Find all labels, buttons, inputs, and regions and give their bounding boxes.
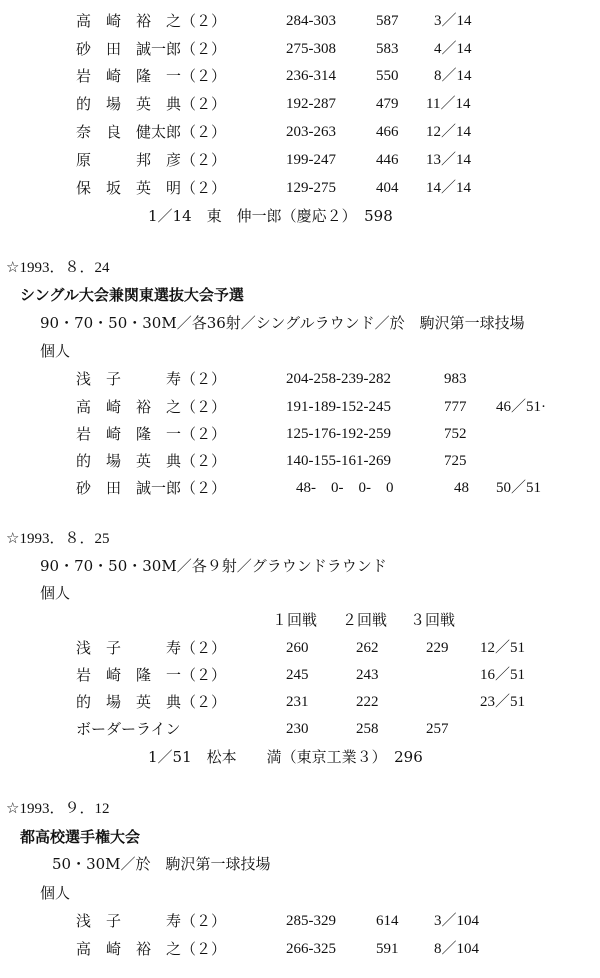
athlete-name: 原 邦 彦（２）: [76, 151, 227, 169]
rank: 12／14: [426, 124, 472, 140]
athlete-name: 的 場 英 典（２）: [76, 452, 227, 470]
total-score: 725: [444, 453, 467, 469]
athlete-name: 岩 崎 隆 一（２）: [76, 67, 227, 85]
borderline-label: ボーダーライン: [76, 720, 181, 738]
rank: 46／51·: [496, 399, 546, 415]
rank: 14／14: [426, 180, 472, 196]
total-score: 752: [444, 426, 467, 442]
section-title: 都高校選手権大会: [20, 828, 141, 846]
round-1-score: 231: [286, 694, 309, 710]
rank: 3／14: [434, 13, 472, 29]
category-label: 個人: [40, 884, 71, 902]
round-scores: 275-308: [286, 41, 336, 57]
round-scores: 129-275: [286, 180, 336, 196]
athlete-name: 高 崎 裕 之（２）: [76, 12, 227, 30]
total-score: 446: [376, 152, 399, 168]
round-scores: 266-325: [286, 941, 336, 957]
round-1-score: 260: [286, 640, 309, 656]
total-score: 591: [376, 941, 399, 957]
round-header-2: ２回戦: [342, 611, 388, 629]
total-score: 479: [376, 96, 399, 112]
category-label: 個人: [40, 584, 71, 602]
athlete-name: 奈 良 健太郎（２）: [76, 123, 227, 141]
athlete-name: 保 坂 英 明（２）: [76, 179, 227, 197]
round-3-score: 229: [426, 640, 449, 656]
total-score: 583: [376, 41, 399, 57]
round-1-score: 245: [286, 667, 309, 683]
rank: 12／51: [480, 640, 526, 656]
rank: 4／14: [434, 41, 472, 57]
athlete-name: 高 崎 裕 之（２）: [76, 398, 227, 416]
round-scores: 284-303: [286, 13, 336, 29]
athlete-name: 岩 崎 隆 一（２）: [76, 666, 227, 684]
round-scores: 203-263: [286, 124, 336, 140]
athlete-name: 浅 子 寿（２）: [76, 370, 227, 388]
round-2-score: 222: [356, 694, 379, 710]
round-scores: 204-258-239-282: [286, 371, 391, 387]
round-2-score: 243: [356, 667, 379, 683]
rank: 11／14: [426, 96, 471, 112]
total-score: 404: [376, 180, 399, 196]
round-2-score: 258: [356, 721, 379, 737]
section-date: ☆1993．８．25: [6, 531, 110, 547]
rank: 50／51: [496, 480, 542, 496]
total-score: 614: [376, 913, 399, 929]
section-detail: 50・30M／於 駒沢第一球技場: [52, 855, 271, 873]
athlete-name: 砂 田 誠一郎（２）: [76, 479, 227, 497]
round-scores: 48- 0- 0- 0: [296, 480, 394, 496]
rank: 8／14: [434, 68, 472, 84]
total-score: 48: [454, 480, 469, 496]
athlete-name: 砂 田 誠一郎（２）: [76, 40, 227, 58]
rank: 8／104: [434, 941, 480, 957]
round-scores: 125-176-192-259: [286, 426, 391, 442]
section-date: ☆1993．８．24: [6, 260, 110, 276]
section-detail: 90・70・50・30M／各36射／シングルラウンド／於 駒沢第一球技場: [40, 314, 525, 332]
athlete-name: 岩 崎 隆 一（２）: [76, 425, 227, 443]
round-scores: 191-189-152-245: [286, 399, 391, 415]
athlete-name: 的 場 英 典（２）: [76, 693, 227, 711]
total-score: 466: [376, 124, 399, 140]
rank: 3／104: [434, 913, 480, 929]
total-score: 587: [376, 13, 399, 29]
round-scores: 140-155-161-269: [286, 453, 391, 469]
winner-line: 1／14 東 伸一郎（慶応２） 598: [148, 207, 393, 225]
round-2-score: 262: [356, 640, 379, 656]
rank: 23／51: [480, 694, 526, 710]
total-score: 983: [444, 371, 467, 387]
round-header-1: １回戦: [272, 611, 318, 629]
round-scores: 199-247: [286, 152, 336, 168]
category-label: 個人: [40, 342, 71, 360]
round-scores: 285-329: [286, 913, 336, 929]
round-3-score: 257: [426, 721, 449, 737]
section-date: ☆1993．９．12: [6, 801, 110, 817]
total-score: 777: [444, 399, 467, 415]
section-detail: 90・70・50・30M／各９射／グラウンドラウンド: [40, 557, 387, 575]
section-title: シングル大会兼関東選抜大会予選: [20, 286, 244, 304]
round-scores: 236-314: [286, 68, 336, 84]
round-1-score: 230: [286, 721, 309, 737]
athlete-name: 高 崎 裕 之（２）: [76, 940, 227, 958]
rank: 16／51: [480, 667, 526, 683]
round-header-3: ３回戦: [410, 611, 456, 629]
total-score: 550: [376, 68, 399, 84]
round-scores: 192-287: [286, 96, 336, 112]
winner-line: 1／51 松本 満（東京工業３） 296: [148, 748, 423, 766]
rank: 13／14: [426, 152, 472, 168]
athlete-name: 浅 子 寿（２）: [76, 912, 227, 930]
athlete-name: 的 場 英 典（２）: [76, 95, 227, 113]
athlete-name: 浅 子 寿（２）: [76, 639, 227, 657]
